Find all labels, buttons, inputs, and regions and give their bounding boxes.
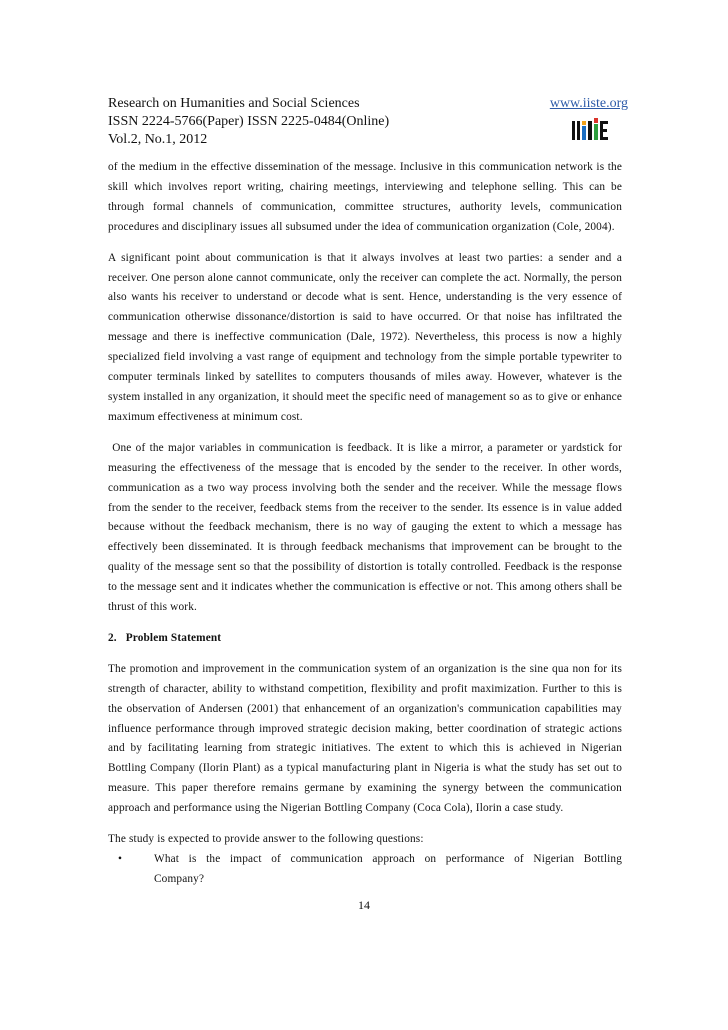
volume-line: Vol.2, No.1, 2012 xyxy=(108,132,208,147)
iiste-logo xyxy=(572,118,610,140)
paragraph-3: One of the major variables in communication is feedback. It is like a mirror, a parameter or yardstick for measuring the effectiveness of the message that is encoded by the sender to the receiver. In other words, communication as a two way process involving both the sender and the receiver. While the message flows from the sender to the receiver, feedback stems from the receiver to the sender. Its essence is in value added because without the feedback mechanism, there is no way of gauging the extent to which a message has effectively been disseminated. It is through feedback mechanisms that improvement can be brought to the quality of the message sent so that the possibility of distortion is totally controlled. Feedback is the response to the message sent and it indicates whether the communication is effective or not. This among others shall be thrust of this work. xyxy=(108,441,625,614)
page-number: 14 xyxy=(358,898,370,912)
journal-url-link[interactable]: www.iiste.org xyxy=(549,96,628,111)
bullet-item-1-continuation: Company? xyxy=(154,872,205,885)
bullet-item-1 xyxy=(108,850,622,870)
issn-line: ISSN 2224-5766(Paper) ISSN 2225-0484(Online) xyxy=(108,114,390,129)
section-heading-problem-statement: 2. Problem Statement xyxy=(108,631,222,644)
paragraph-5: The study is expected to provide answer to the following questions: xyxy=(108,833,424,846)
running-header xyxy=(108,95,628,149)
paragraph-4: The promotion and improvement in the communication system of an organization is the sine qua non for its strength of character, ability to withstand competition, flexibility and profit maximization. Further to this is the observation of Andersen (2001) that enhancement of an organization's communication capabilities may influence performance through improved strategic decision making, better coordination of strategic actions and by facilitating learning from strategic initiatives. The extent to which this is achieved in Nigerian Bottling Company (Ilorin Plant) as a typical manufacturing plant in Nigeria is what the study has set out to measure. This paper therefore remains germane by examining the synergy between the communication approach and performance using the Nigerian Bottling Company (Coca Cola), Ilorin a case study. xyxy=(108,662,622,815)
article-body xyxy=(108,158,625,890)
paragraph-2: A significant point about communication is that it always involves at least two parties: a sender and a receiver. One person alone cannot communicate, only the receiver can complete the act. Normally, the person also wants his receiver to understand or decode what is sent. Hence, understanding is the very essence of communication otherwise dissonance/distortion is said to have occurred. Or that noise has infiltrated the message and there is ineffective communication (Dale, 1972). Nevertheless, this process is now a highly specialized field involving a vast range of equipment and technology from the simple portable typewriter to computer terminals linked by satellites to computers thousands of miles away. However, whatever is the system installed in any organization, it should meet the specific need of management so as to give or enhance maximum effectiveness at minimum cost. xyxy=(108,251,622,423)
paragraph-1: of the medium in the effective dissemination of the message. Inclusive in this communication network is the skill which involves report writing, chairing meetings, interviewing and telephone selling. This can be through formal channels of communication, committee structures, authority levels, communication procedures and disciplinary issues all subsumed under the idea of communication organization (Cole, 2004). xyxy=(108,161,622,233)
bullet-mark: • xyxy=(118,853,123,865)
bullet-item-1-text: What is the impact of communication approach on performance of Nigerian Bottling xyxy=(154,853,622,865)
journal-name: Research on Humanities and Social Sciences xyxy=(108,96,360,111)
